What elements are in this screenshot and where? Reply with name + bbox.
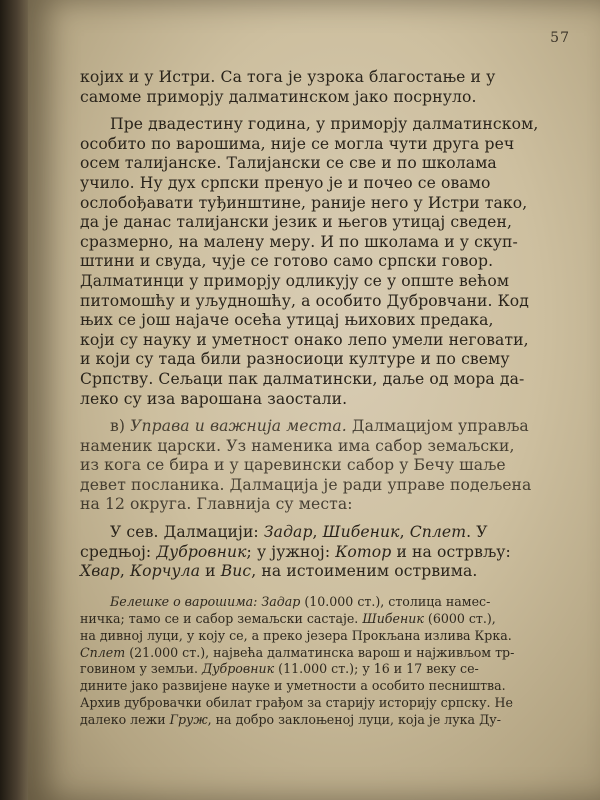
- note-sibenik: Шибеник: [362, 610, 424, 626]
- place-vis: Вис: [220, 562, 252, 581]
- paragraph-administration-text: Далмацијом управља наменик царски. Уз наменика има сабор земаљски, из кога се бира и у царевински сабор у Бечу шаље девет посланика. Далмација је ради управе подељена на 12 округа. Главнија су места:: [80, 417, 532, 514]
- place-dubrovnik: Дубровник: [156, 542, 247, 561]
- note-text: (21.000 ст.), највећа далматинска варош и најживљом тр- говином у земљи.: [80, 644, 515, 677]
- places-text: . У: [466, 523, 488, 542]
- place-korcula: Корчула: [129, 562, 201, 581]
- note-text: (10.000 ст.), столица намес- ничка; тамо се и сабор земаљски састаје.: [80, 593, 491, 626]
- places-and: и: [205, 562, 216, 581]
- paragraph-continuation: којих и у Истри. Са тога је узрока благостање и у самоме приморју далматинском јако посрнуло.: [80, 68, 496, 106]
- note-text: (6000 ст.), на дивној луци, у коју се, а преко језера Прокљана излива Крка.: [80, 610, 512, 643]
- town-notes: [80, 594, 580, 729]
- paragraph-administration: [80, 417, 580, 515]
- page-number: 57: [550, 30, 570, 46]
- note-text: (11.000 ст.); у 16 и 17 веку се- дините јако развијене науке и уметности а особито песништва. Архив дубровачки обилат грађом за старију историју српску. Не далеко лежи: [80, 661, 513, 728]
- note-gruz: Груж: [169, 712, 208, 728]
- place-sibenik: Шибеник: [322, 523, 400, 542]
- section-heading: Управа и важнија места.: [130, 417, 347, 436]
- places-islands-label: и на острвљу:: [396, 542, 511, 561]
- place-zadar: Задар: [263, 523, 313, 542]
- note-split: Сплет: [80, 644, 126, 660]
- places-north-label: У сев. Далмацији:: [110, 523, 259, 542]
- paragraph-places: У сев. Далмацији: Задар, Шибеник, Сплет. У средњој: Дубровник; у јужној: Котор и на острвљу: Хвар, Корчула и Вис, на истоименим острвима.: [80, 523, 511, 581]
- place-split: Сплет: [409, 523, 467, 542]
- place-hvar: Хвар: [80, 562, 120, 581]
- places-text-end: , на истоименим острвима.: [251, 562, 478, 581]
- book-gutter-shadow: [0, 0, 28, 800]
- paragraph-dalmatian-coast: Пре двадестину година, у приморју далматинском, особито по варошима, није се могла чути друга реч осем талијанске. Талијански се све и по школама учило. Ну дух српски пренуо је и почео се овамо ослобођавати туђинштине, раније него у Истри тако, да је данас талијански језик и његов утицај сведен, сразмерно, на малену меру. И по школама и у скуп- штини и свуда, чује се готово само српски говор. Далматинци у приморју одликују се у опште већом питомошћу и уљудношћу, а особито Дубровчани. Код њих се још најаче осећа утицај њихових предака, који су науку и уметност онако лепо умели неговати, и који су тада били разносиоци културе и по свему Српству. Сељаци пак далматински, даље од мора да- леко су иза варошана заостали.: [80, 115, 539, 408]
- page-body: [80, 68, 580, 729]
- note-dubrovnik: Дубровник: [202, 661, 275, 677]
- book-page: [28, 0, 600, 800]
- section-number: в): [110, 417, 126, 436]
- note-zadar: Задар: [261, 593, 301, 609]
- places-south-label: ; у јужној:: [246, 542, 331, 561]
- places-middle-label: средњој:: [80, 542, 152, 561]
- place-kotor: Котор: [335, 542, 392, 561]
- notes-heading: Белешке о варошима:: [110, 593, 258, 609]
- note-text: , на добро заклоњеној луци, која је лука Ду-: [207, 712, 501, 728]
